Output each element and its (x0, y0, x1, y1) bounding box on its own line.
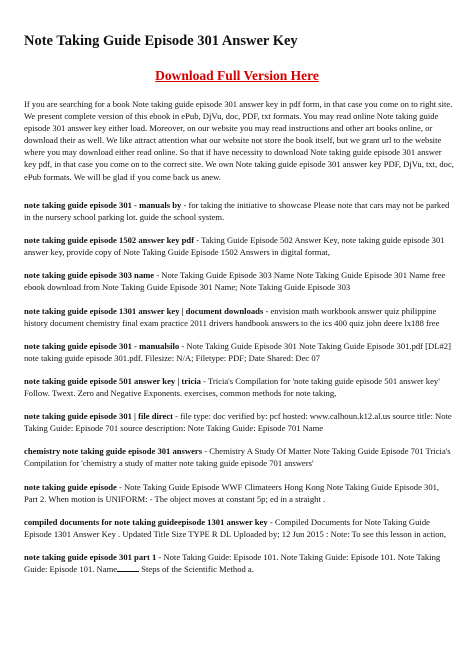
entry-heading: chemistry note taking guide episode 301 answers (24, 446, 203, 457)
list-item (24, 516, 454, 540)
list-item (24, 340, 454, 364)
entry-text: - Note Taking Guide Episode WWF Climateers Hong Kong Note Taking Guide Episode 301, Part 2. When motion is UNIFORM: - The object moves at constant 5p; ed in a straight . (24, 481, 440, 504)
page-title: Note Taking Guide Episode 301 Answer Key (24, 33, 298, 49)
entry-text-tail: Steps of the Scientific Method a. (139, 563, 254, 574)
entry-list (24, 199, 454, 586)
list-item (24, 551, 454, 575)
entry-text: - Taking Guide Episode 502 Answer Key, note taking guide episode 301 answer key, provide copy of Note Taking Guide Episode 1502 Answers in digital format, (24, 235, 445, 258)
entry-heading: note taking guide episode 303 name (24, 270, 155, 281)
download-link[interactable]: Download Full Version Here (155, 68, 319, 83)
blank-line (117, 563, 139, 572)
entry-heading: note taking guide episode 1502 answer key pdf (24, 235, 195, 246)
list-item (24, 375, 454, 399)
list-item (24, 234, 454, 258)
entry-text: - Note Taking Guide Episode 301 Note Taking Guide Episode 301.pdf [DL#2] note taking guide episode 301.pdf. Filesize: N/A; Filetype: PDF; Date Shared: Dec 07 (24, 340, 451, 363)
entry-heading: note taking guide episode 301 | file direct (24, 411, 174, 422)
entry-heading: note taking guide episode 301 part 1 (24, 551, 157, 562)
list-item (24, 410, 454, 434)
entry-heading: note taking guide episode 1301 answer key | document downloads (24, 305, 264, 316)
entry-heading: note taking guide episode 301 - manuals by (24, 200, 182, 210)
list-item (24, 481, 454, 505)
entry-text: - Note Taking Guide: Episode 101. Note Taking Guide: Episode 101. Note Taking Guide: Episode 101. Name (24, 551, 441, 574)
entry-text: - Tricia's Compilation for 'note taking guide episode 501 answer key' Follow. Twext. Zero and Negative Exponents. exercises, common methods for note taking, (24, 375, 440, 399)
list-item (24, 305, 454, 329)
list-item (24, 199, 454, 223)
entry-heading: note taking guide episode 501 answer key | tricia (24, 375, 201, 386)
list-item (24, 445, 454, 469)
entry-text: - file type: doc verified by: pcf hosted: www.calhoun.k12.al.us source title: Note Taking Guide: Episode 701 source description: Note Taking Guide: Episode 701 Name (24, 411, 452, 434)
entry-heading: note taking guide episode 301 - manualsilo (24, 340, 180, 351)
entry-heading: compiled documents for note taking guideepisode 1301 answer key (24, 516, 268, 527)
entry-heading: note taking guide episode (24, 481, 117, 492)
entry-text: - for taking the initiative to showcase Please note that cars may not be parked in the nursery school parking lot. guide the school system. (24, 200, 450, 223)
intro-paragraph: If you are searching for a book Note taking guide episode 301 answer key in pdf form, in that case you come on to right site. We present complete version of this ebook in ePub, DjVu, doc, PDF, txt formats. You may read online Note taking guide episode 301 answer key either load. Moreover, on our website you may read instructions and other art books online, or download their as well. We like attract attention what our website not store the book itself, but we grant url to the website where you may download either read online. So that if have necessity to download Note taking guide episode 301 answer key pdf, in that case you come on to the correct site. We own Note taking guide episode 301 answer key PDF, DjVu, txt, doc, ePub formats. We will be glad if you come back us anew. (24, 99, 454, 182)
list-item (24, 269, 454, 293)
entry-text: - Chemistry A Study Of Matter Note Taking Guide Episode 701 Tricia's Compilation for 'chemistry a study of matter note taking guide episode 701 answers' (24, 446, 451, 469)
entry-text: - Note Taking Guide Episode 303 Name Note Taking Guide Episode 301 Name free ebook download from Note Taking Guide Episode 301 Name; Note Taking Guide Episode 303 (24, 270, 446, 293)
entry-text: - Compiled Documents for Note Taking Guide Episode 1301 Answer Key . Updated Title Size TYPE R DL Uploaded by; 12 Jun 2015 : Note: To see this lesson in action, (24, 516, 446, 539)
entry-text: - envision math workbook answer quiz philippine history document chemistry final exam practice 2011 drivers handbook answers to the ics 400 quiz john deere lx188 free (24, 305, 440, 328)
